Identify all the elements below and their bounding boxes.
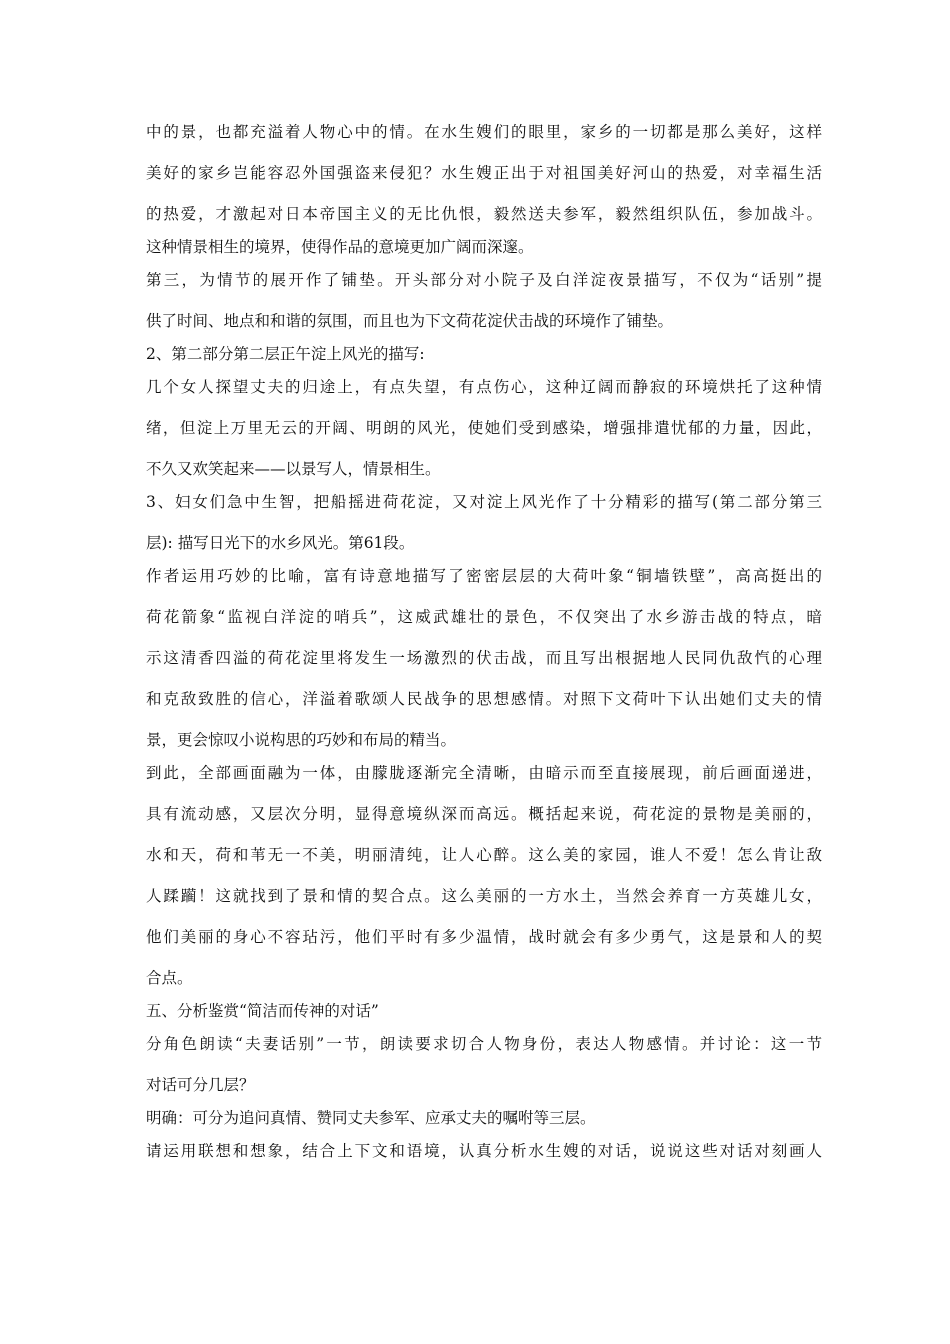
text-line: 他们美丽的身心不容玷污，他们平时有多少温情，战时就会有多少勇气，这是景和人的契 xyxy=(146,928,822,946)
text-line: 3、妇女们急中生智，把船摇进荷花淀，又对淀上风光作了十分精彩的描写(第二部分第三 xyxy=(146,493,822,511)
text-line: 荷花箭象“监视白洋淀的哨兵”，这威武雄壮的景色，不仅突出了水乡游击战的特点，暗 xyxy=(146,608,822,626)
text-line: 和克敌致胜的信心，洋溢着歌颂人民战争的思想感情。对照下文荷叶下认出她们丈夫的情 xyxy=(146,690,822,708)
text-line: 对话可分几层？ xyxy=(146,1076,255,1094)
text-line: 美好的家乡岂能容忍外国强盗来侵犯？水生嫂正出于对祖国美好河山的热爱，对幸福生活 xyxy=(146,164,822,182)
text-line: 请运用联想和想象，结合上下文和语境，认真分析水生嫂的对话，说说这些对话对刻画人 xyxy=(146,1142,822,1160)
text-line: 不久又欢笑起来——以景写人，情景相生。 xyxy=(146,460,441,478)
text-line: 中的景，也都充溢着人物心中的情。在水生嫂们的眼里，家乡的一切都是那么美好，这样 xyxy=(146,123,822,141)
text-line: 合点。 xyxy=(146,969,193,987)
text-line: 这种情景相生的境界，使得作品的意境更加广阔而深邃。 xyxy=(146,238,534,256)
text-line: 分角色朗读“夫妻话别”一节，朗读要求切合人物身份，表达人物感情。并讨论：这一节 xyxy=(146,1035,822,1053)
text-line: 作者运用巧妙的比喻，富有诗意地描写了密密层层的大荷叶象“铜墙铁壁”，高高挺出的 xyxy=(146,567,822,585)
text-line: 层): 描写日光下的水乡风光。第61段。 xyxy=(146,534,415,552)
document-body xyxy=(146,122,822,1161)
text-line: 几个女人探望丈夫的归途上，有点失望，有点伤心，这种辽阔而静寂的环境烘托了这种情 xyxy=(146,378,822,396)
text-line: 景，更会惊叹小说构思的巧妙和布局的精当。 xyxy=(146,731,457,749)
text-line: 的热爱，才激起对日本帝国主义的无比仇恨，毅然送夫参军，毅然组织队伍，参加战斗。 xyxy=(146,205,822,223)
text-line: 到此，全部画面融为一体，由朦胧逐渐完全清晰，由暗示而至直接展现，前后画面递进， xyxy=(146,764,822,782)
text-line: 示这清香四溢的荷花淀里将发生一场激烈的伏击战，而且写出根据地人民同仇敌忾的心理 xyxy=(146,649,822,667)
text-line: 供了时间、地点和和谐的氛围，而且也为下文荷花淀伏击战的环境作了铺垫。 xyxy=(146,312,674,330)
section-heading: 五、分析鉴赏“简洁而传神的对话” xyxy=(146,1002,379,1020)
text-line: 明确：可分为追问真情、赞同丈夫参军、应承丈夫的嘱咐等三层。 xyxy=(146,1109,596,1127)
section-heading: 2、第二部分第二层正午淀上风光的描写: xyxy=(146,345,425,363)
text-line: 具有流动感，又层次分明，显得意境纵深而高远。概括起来说，荷花淀的景物是美丽的， xyxy=(146,805,822,823)
text-line: 第三，为情节的展开作了铺垫。开头部分对小院子及白洋淀夜景描写，不仅为“话别”提 xyxy=(146,271,822,289)
text-line: 人蹂躏！这就找到了景和情的契合点。这么美丽的一方水土，当然会养育一方英雄儿女， xyxy=(146,887,822,905)
text-line: 水和天，荷和苇无一不美，明丽清纯，让人心醉。这么美的家园，谁人不爱！怎么肯让敌 xyxy=(146,846,822,864)
text-line: 绪，但淀上万里无云的开阔、明朗的风光，使她们受到感染，增强排遣忧郁的力量，因此， xyxy=(146,419,822,437)
